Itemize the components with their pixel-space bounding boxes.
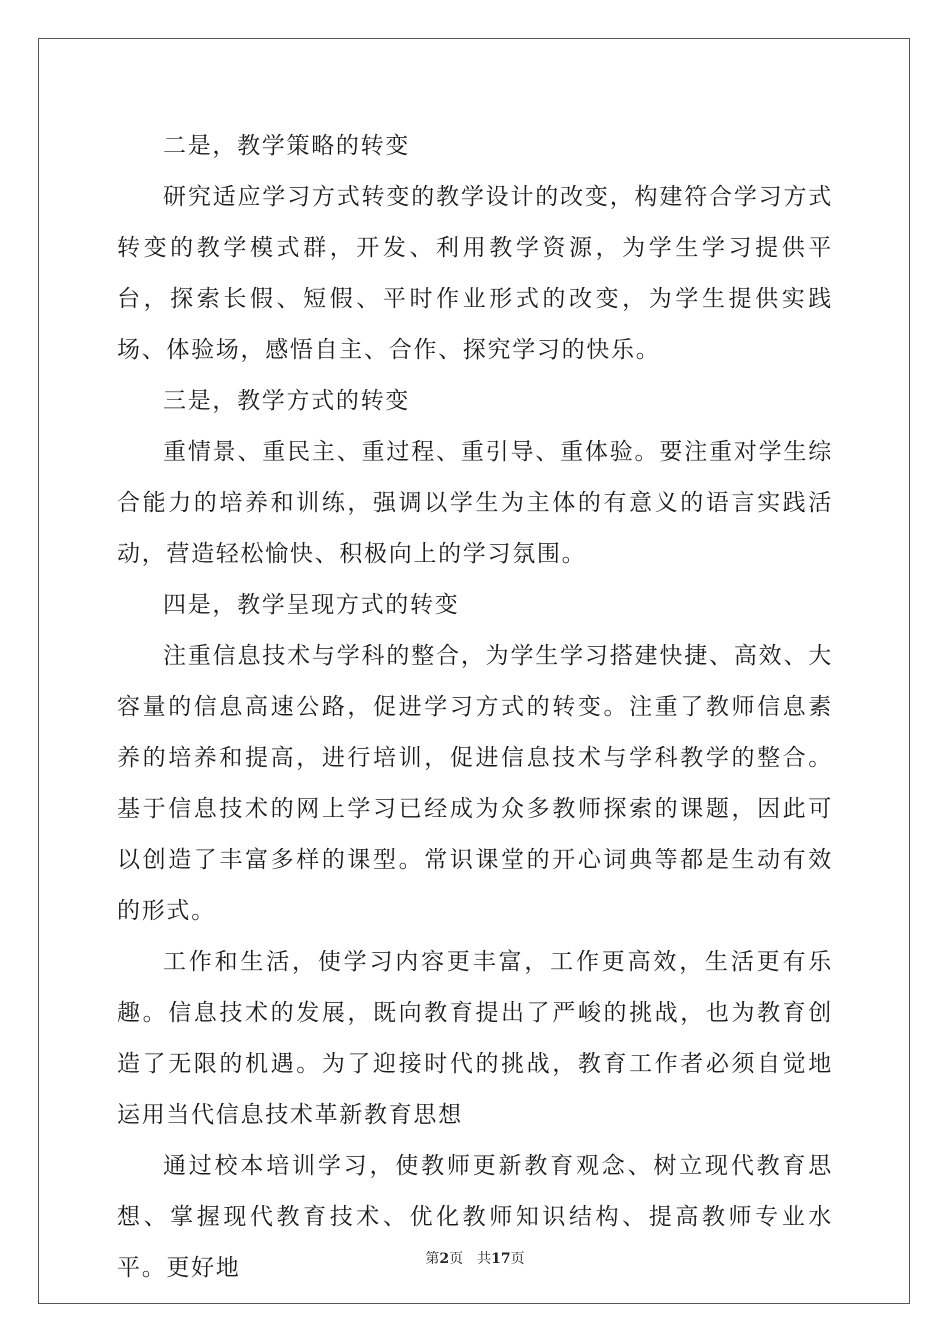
heading-method: 三是，教学方式的转变	[163, 388, 410, 414]
heading-strategy: 二是，教学策略的转变	[163, 133, 410, 159]
paragraph-work-life: 工作和生活，使学习内容更丰富，工作更高效，生活更有乐趣。信息技术的发展，既向教育提出了严峻的挑战，也为教育创造了无限的机遇。为了迎接时代的挑战，教育工作者必须自觉地运用当代信息技术革新教育思想	[117, 949, 833, 1128]
total-pages: 17	[491, 1251, 511, 1267]
page-number: 2	[439, 1251, 450, 1267]
paragraph-strategy: 研究适应学习方式转变的教学设计的改变，构建符合学习方式转变的教学模式群，开发、利用教学资源，为学生学习提供平台，探索长假、短假、平时作业形式的改变，为学生提供实践场、体验场，感悟自主、合作、探究学习的快乐。	[117, 184, 833, 363]
total-suffix: 页	[510, 1251, 525, 1267]
paragraph-training: 通过校本培训学习，使教师更新教育观念、树立现代教育思想、掌握现代教育技术、优化教师知识结构、提高教师专业水平。更好地	[117, 1153, 833, 1281]
page-suffix: 页	[449, 1251, 464, 1267]
page-footer	[0, 1248, 950, 1268]
paragraph-method: 重情景、重民主、重过程、重引导、重体验。要注重对学生综合能力的培养和训练，强调以学生为主体的有意义的语言实践活动，营造轻松愉快、积极向上的学习氛围。	[117, 439, 833, 567]
heading-presentation: 四是，教学呈现方式的转变	[163, 592, 460, 618]
paragraph-presentation: 注重信息技术与学科的整合，为学生学习搭建快捷、高效、大容量的信息高速公路，促进学习方式的转变。注重了教师信息素养的培养和提高，进行培训，促进信息技术与学科教学的整合。基于信息技术的网上学习已经成为众多教师探索的课题，因此可以创造了丰富多样的课型。常识课堂的开心词典等都是生动有效的形式。	[117, 643, 833, 924]
page-prefix: 第	[425, 1251, 440, 1267]
total-prefix: 共	[477, 1251, 492, 1267]
document-body	[117, 121, 833, 1294]
